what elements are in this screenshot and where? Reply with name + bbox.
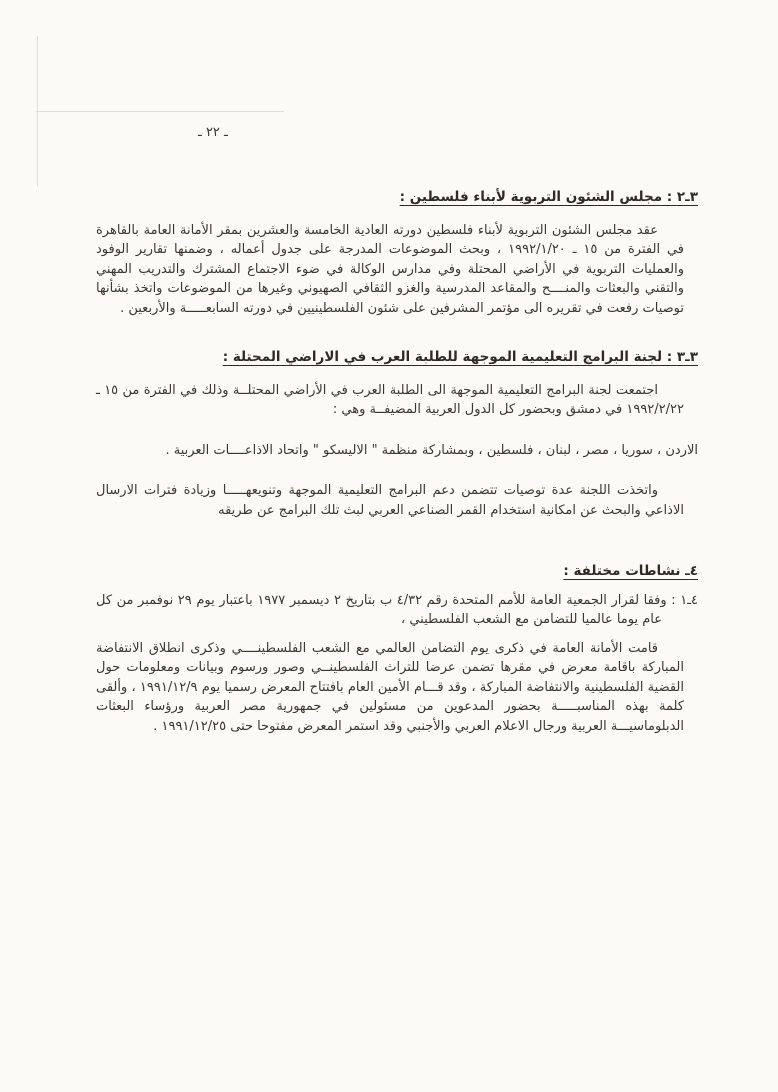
document-body	[92, 188, 698, 736]
section-4-paragraph: قامت الأمانة العامة في ذكرى يوم التضامن العالمي مع الشعب الفلسطينــــي وذكرى انطلاق الانتفاضة المباركة باقامة معرض في مقرها تضمن عرضا للتراث الفلسطينــي وصور ورسوم وبيانات ومعلومات حول القضية الفلسطينية والانتفاضة المباركة ، وقد قـــام الأمين العام بافتتاح المعرض رسميا يوم ١٩٩١/١٢/٩ ، وألقى كلمة بهذه المناسبـــــة بحضور المدعوين من مسئولين في جمهورية مصر العربية ورؤساء البعثات الدبلوماسيـــة العربية ورجال الاعلام العربي والأجنبي وقد استمر المعرض مفتوحا حتى ١٩٩١/١٢/٢٥ .	[96, 640, 684, 734]
section-3-3-countries-list: الاردن ، سوريا ، مصر ، لبنان ، فلسطين ، وبمشاركة منظمة " الاليسكو " واتحاد الاذاعــــات العربية .	[165, 442, 698, 458]
page-number: ـ ٢٢ ـ	[198, 125, 228, 140]
section-heading-3-2: ٣ـ٢ : مجلس الشئون التربوية لأبناء فلسطين :	[399, 189, 698, 205]
section-3-3-recommendations-paragraph: واتخذت اللجنة عدة توصيات تتضمن دعم البرامج التعليمية الموجهة وتنويعهـــــا وزيادة فترات الارسال الاذاعي والبحث عن امكانية استخدام القمر الصناعي العربي لبث تلك البرامج عن طريقه	[96, 483, 684, 518]
section-3-2-paragraph: عقد مجلس الشئون التربوية لأبناء فلسطين دورته العادية الخامسة والعشرين بمقر الأمانة العامة بالقاهرة في الفترة من ١٥ ـ ١٩٩٢/١/٢٠ ، وبحث الموضوعات المدرجة على جدول أعماله ، وضمنها تقارير الوفود والعمليات التربوية في الأراضي المحتلة وفي مدارس الوكالة في ضوء الاجتماع المشترك والتدريب المهني والتقني والبعثات والمنــــح والمقاعد المدرسية والغزو الثقافي الصهيوني وغيرها من الموضوعات واتخذ بشأنها توصيات رفعت في تقريره الى مؤتمر المشرفين على شئون الفلسطينيين في دورته السابعـــــة والأربعين .	[96, 222, 684, 316]
section-heading-3-3: ٣ـ٣ : لجنة البرامج التعليمية الموجهة للطلبة العرب في الاراضي المحتلة :	[222, 349, 698, 365]
section-4-item-4-1: ٤ـ١ : وفقا لقرار الجمعية العامة للأمم المتحدة رقم ٤/٣٢ ب بتاريخ ٢ ديسمبر ١٩٧٧ باعتبار يوم ٢٩ نوفمبر من كل عام يوما عالميا للتضامن مع الشعب الفلسطيني ،	[96, 592, 698, 627]
scan-artifact-horizontal-line	[36, 111, 284, 112]
section-heading-4: ٤ـ نشاطات مختلفة :	[563, 563, 698, 579]
section-3-3-intro-paragraph: اجتمعت لجنة البرامج التعليمية الموجهة الى الطلبة العرب في الأراضي المحتلــة وذلك في الفترة من ١٥ ـ ١٩٩٢/٢/٢٢ في دمشق وبحضور كل الدول العربية المضيفــة وهي :	[96, 382, 684, 417]
scan-artifact-vertical-line	[37, 36, 38, 186]
